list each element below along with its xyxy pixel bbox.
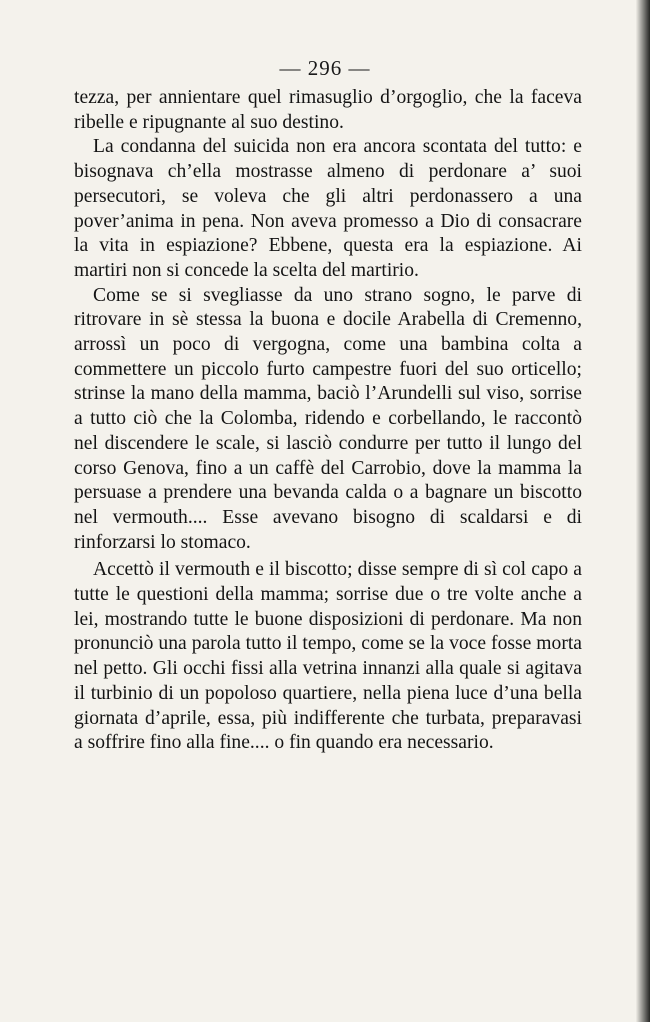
paragraph: La condanna del suicida non era ancora scontata del tutto: e bisognava ch’ella mostrasse almeno di perdonare a’ suoi persecutori, se voleva che gli altri perdonassero a una pover’anima in pena. Non aveva promesso a Dio di consacrare la vita in espiazione? Ebbene, questa era la espiazione. Ai martiri non si concede la scelta del martirio. bbox=[74, 136, 582, 281]
page-edge-shadow bbox=[636, 0, 650, 1022]
page-number: — 296 — bbox=[279, 56, 371, 80]
paragraph: Accettò il vermouth e il biscotto; disse sempre di sì col capo a tutte le questioni della mamma; sorrise due o tre volte anche a lei, mostrando tutte le buone disposizioni di perdonare. Ma non pronunciò una parola tutto il tempo, come se la voce fosse morta nel petto. Gli occhi fissi alla vetrina innanzi alla quale si agitava il turbinio di un popoloso quartiere, nella piena luce d’una bella giornata d’aprile, essa, più indifferente che turbata, preparavasi a soffrire fino alla fine.... o fin quando era necessario. bbox=[74, 559, 582, 754]
paragraph: Come se si svegliasse da uno strano sogno, le parve di ritrovare in sè stessa la buona e docile Arabella di Cremenno, arrossì un poco di vergogna, come una bambina colta a commettere un piccolo furto campestre fuori del suo orticello; strinse la mano della mamma, baciò l’Arundelli sul viso, sorrise a tutto ciò che la Colomba, ridendo e corbellando, le raccontò nel discendere le scale, si lasciò condurre per tutto il lungo del corso Genova, fino a un caffè del Carrobio, dove la mamma la persuase a prendere una bevanda calda o a bagnare un biscotto nel vermouth.... Esse avevano bisogno di scaldarsi e di rinforzarsi lo stomaco. bbox=[74, 284, 582, 553]
paragraph-continuation: tezza, per annientare quel rimasuglio d’orgoglio, che la faceva ribelle e ripugnante al suo destino. bbox=[74, 87, 582, 133]
body-text bbox=[74, 86, 582, 756]
